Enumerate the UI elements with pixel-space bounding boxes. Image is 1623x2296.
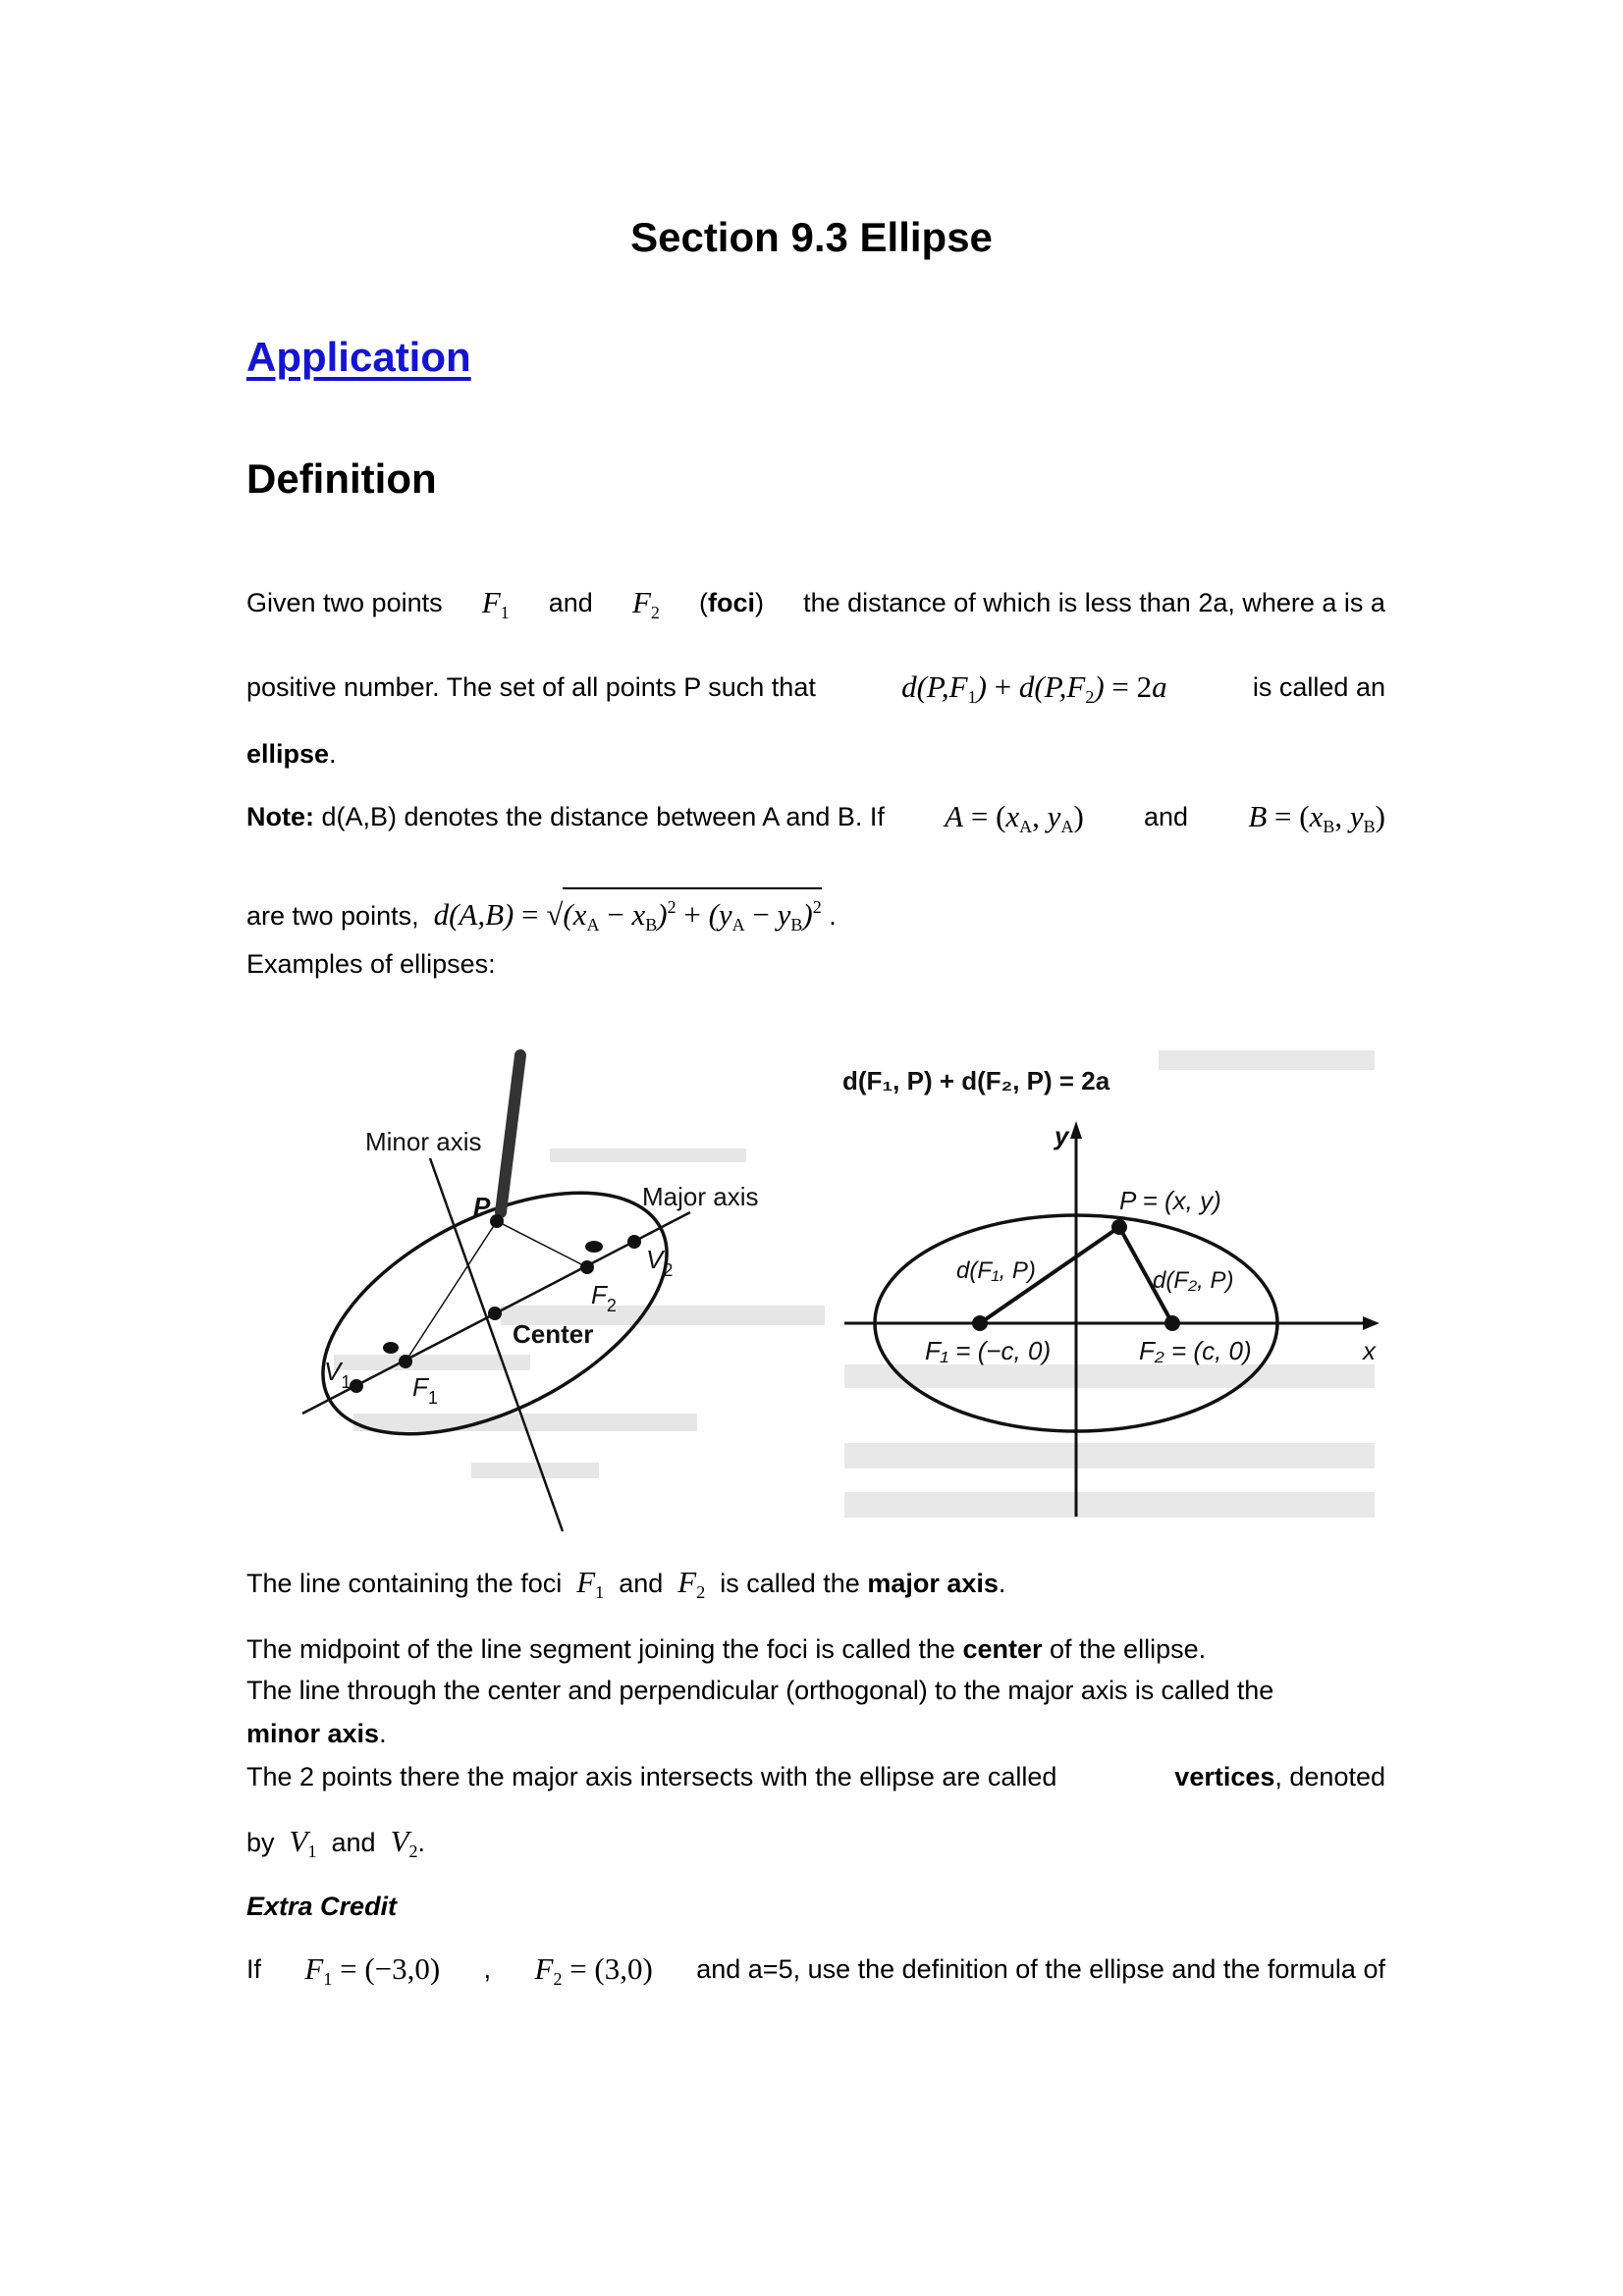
svg-text:F₁ = (−c, 0): F₁ = (−c, 0) [925,1336,1052,1365]
svg-text:F₂ = (c, 0): F₂ = (c, 0) [1139,1336,1252,1365]
svg-text:P: P [473,1192,491,1221]
application-link[interactable]: Application [246,334,471,380]
svg-text:d(F₁, P) + d(F₂, P) = 2a: d(F₁, P) + d(F₂, P) = 2a [842,1066,1110,1095]
svg-text:d(F₂, P): d(F₂, P) [1153,1267,1234,1294]
definition-line-1: Given two points $F_1$ and $F_2$ (foci) the distance of which is less than 2a, where a is a [246,587,1385,628]
definition-line-3: ellipse. [246,739,337,769]
extra-credit-heading: Extra Credit [246,1892,398,1921]
figure-tilted-ellipse [245,1021,835,1551]
svg-text:Center: Center [513,1319,594,1349]
point-b-definition: $B = (x_B$, $y_B$) [1248,799,1385,836]
major-axis-paragraph: The line containing the foci $F_1$ and $F_2$ is called the major axis. [246,1565,1006,1602]
note-line-1: Note: d(A,B) denotes the distance between A and B. If $A = (x_A$, $y_A$) and $B = (x_B$, $y_B$) [246,801,1385,842]
f1-value: $F_1 = (-3,0)$ [304,1951,441,1989]
point-a-definition: $A = (x_A$, $y_A$) [945,799,1084,836]
f1-symbol: $F_1$ [481,585,510,622]
center-paragraph: The midpoint of the line segment joining the foci is called the center of the ellipse. [246,1634,1207,1664]
svg-text:d(F₁, P): d(F₁, P) [956,1257,1036,1284]
note-line-2: are two points, $d(A,B) = √(x_A - x_B)^2 + (y_A - y_B)^2$ . [246,887,1385,940]
distance-formula: $d(A,B) = √(x_A - x_B)^2 + (y_A - y_B)^2$ [434,897,822,932]
f2-value: $F_2 = (3,0)$ [534,1951,653,1989]
svg-text:F1: $F_1$ [412,1372,438,1408]
vertices-paragraph-line-2: by $V_1$ and $V_2$. [246,1824,426,1861]
definition-line-2: positive number. The set of all points P such that $d(P,F_1) + d(P,F_2) = 2a$ is called an [246,671,1385,713]
svg-text:y: y [1055,1121,1069,1150]
vertices-paragraph-line-1: The 2 points there the major axis intersects with the ellipse are called vertices, denoted [246,1762,1385,1791]
svg-text:Major axis: Major axis [642,1182,759,1211]
minor-axis-paragraph-line-2: minor axis. [246,1719,387,1748]
extra-credit-line: If $F_1 = (-3,0)$ , $F_2 = (3,0)$ and a=5, use the definition of the ellipse and the formula of [246,1953,1385,1995]
ellipse-definition-formula: $d(P,F_1) + d(P,F_2) = 2a$ [901,669,1167,707]
figure-standard-ellipse [825,1021,1394,1551]
svg-text:F2: $F_2$ [591,1280,617,1315]
svg-text:Minor axis: Minor axis [365,1127,482,1156]
f2-symbol: $F_2$ [631,585,660,622]
page-title: Section 9.3 Ellipse [630,214,993,260]
examples-label: Examples of ellipses: [246,949,496,979]
minor-axis-paragraph-line-1: The line through the center and perpendicular (orthogonal) to the major axis is called the [246,1676,1274,1705]
svg-text:V2: $V_2$ [646,1245,674,1280]
definition-heading: Definition [246,455,437,502]
svg-text:P = (x, y): P = (x, y) [1119,1186,1221,1215]
svg-text:x: x [1363,1336,1376,1365]
svg-text:V1: $V_1$ [324,1357,352,1392]
